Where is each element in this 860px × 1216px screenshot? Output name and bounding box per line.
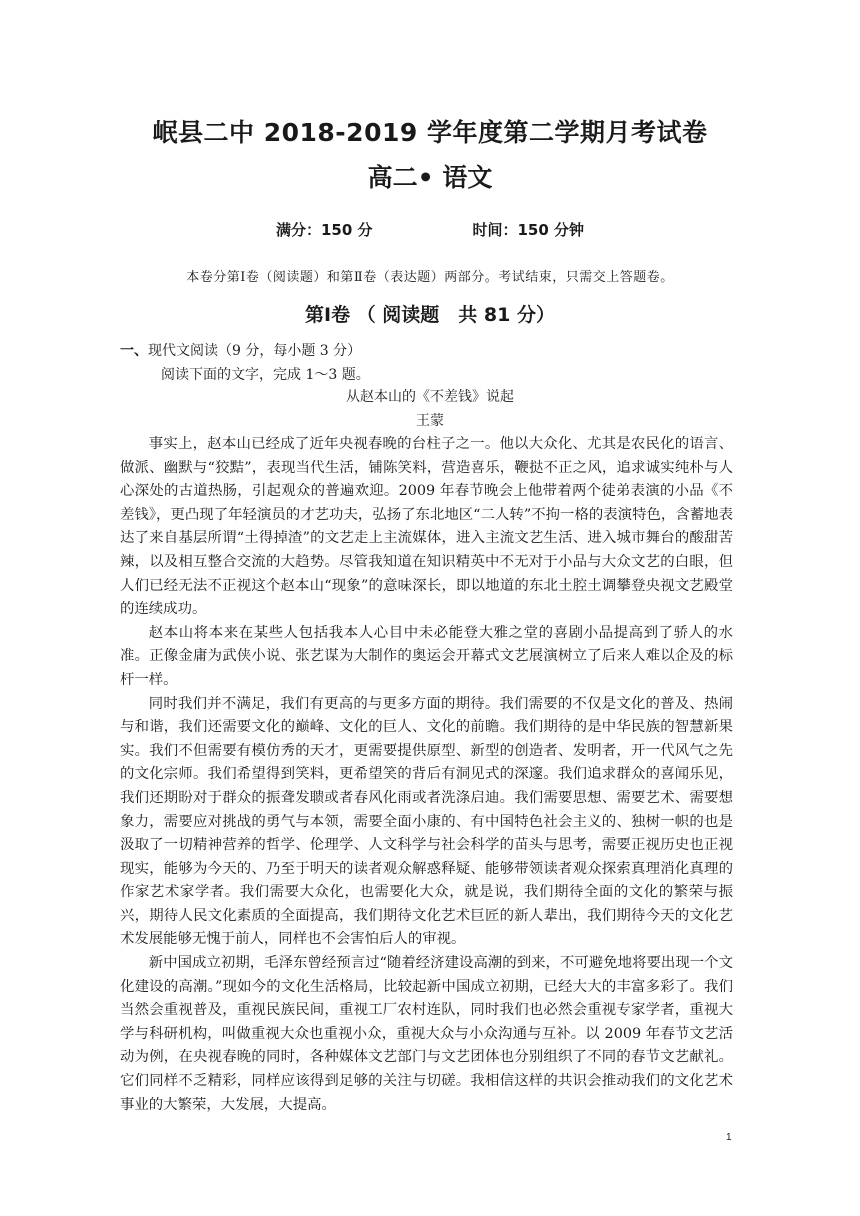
exam-title: 岷县二中 2018-2019 学年度第二学期月考试卷 <box>152 118 708 147</box>
article-body <box>120 433 733 1117</box>
exam-notice: 本卷分第Ⅰ卷（阅读题）和第Ⅱ卷（表达题）两部分。考试结束，只需交上答题卷。 <box>186 270 674 285</box>
full-score: 满分：150 分 <box>275 221 373 239</box>
section1-heading <box>120 340 361 360</box>
article-paragraph: 赵本山将本来在某些人包括我本人心目中未必能登大雅之堂的喜剧小品提高到了骄人的水准。正像金庸为武侠小说、张艺谋为大制作的奥运会开幕式文艺展演树立了后来人难以企及的标杆一样。 <box>120 624 733 688</box>
section1-number: 一、 <box>120 343 148 359</box>
article-paragraph: 事实上，赵本山已经成了近年央视春晚的台柱子之一。他以大众化、尤其是农民化的语言、做派、幽默与“狡黠”，表现当代生活，铺陈笑料，营造喜乐，鞭挞不正之风，追求诚实纯朴与人心深处的古道热肠，引起观众的普遍欢迎。2009 年春节晚会上他带着两个徒弟表演的小品《不差钱》，更凸现了年轻演员的才艺功夫，弘扬了东北地区“二人转”不拘一格的表演特色，含蓄地表达了来自基层所谓“土得掉渣”的文艺走上主流媒体，进入主流文艺生活、进入城市舞台的酸甜苦辣，以及相互整合交流的大趋势。尽管我知道在知识精英中不无对于小品与大众文艺的白眼，但人们已经无法不正视这个赵本山“现象”的意味深长，即以地道的东北土腔土调攀登央视文艺殿堂的连续成功。 <box>120 436 733 618</box>
page-number: 1 <box>726 1132 732 1143</box>
article-author: 王蒙 <box>416 413 444 429</box>
section1-instruction: 阅读下面的文字，完成 1～3 题。 <box>161 367 370 383</box>
article-paragraph: 同时我们并不满足，我们有更高的与更多方面的期待。我们需要的不仅是文化的普及、热闹与和谐，我们还需要文化的巅峰、文化的巨人、文化的前瞻。我们期待的是中华民族的智慧新果实。我们不但需要有模仿秀的天才，更需要提供原型、新型的创造者、发明者，开一代风气之先的文化宗师。我们希望得到笑料，更希望笑的背后有洞见式的深邃。我们追求群众的喜闻乐见，我们还期盼对于群众的振聋发聩或者春风化雨或者洗涤启迪。我们需要思想、需要艺术、需要想象力，需要应对挑战的勇气与本领，需要全面小康的、有中国特色社会主义的、独树一帜的也是汲取了一切精神营养的哲学、伦理学、人文科学与社会科学的苗头与思考，需要正视历史也正视现实，能够为今天的、乃至于明天的读者观众解惑释疑、能够带领读者观众探索真理消化真理的作家艺术家学者。我们需要大众化，也需要化大众，就是说，我们期待全面的文化的繁荣与振兴，期待人民文化素质的全面提高，我们期待文化艺术巨匠的新人辈出，我们期待今天的文化艺术发展能够无愧于前人，同样也不会害怕后人的审视。 <box>120 695 733 948</box>
exam-subtitle: 高二• 语文 <box>367 163 493 192</box>
section1-heading-text: 现代文阅读（9 分，每小题 3 分） <box>148 343 362 359</box>
article-title: 从赵本山的《不差钱》说起 <box>346 389 514 405</box>
part1-title: 第Ⅰ卷 （ 阅读题 共 81 分） <box>305 304 555 326</box>
exam-meta <box>0 219 860 240</box>
time-limit: 时间：150 分钟 <box>472 221 585 239</box>
article-paragraph: 新中国成立初期，毛泽东曾经预言过“随着经济建设高潮的到来，不可避免地将要出现一个文化建设的高潮。”现如今的文化生活格局，比较起新中国成立初期，已经大大的丰富多彩了。我们当然会重视普及，重视民族民间，重视工厂农村连队，同时我们也必然会重视专家学者，重视大学与科研机构，叫做重视大众也重视小众，重视大众与小众沟通与互补。以 2009 年春节文艺活动为例，在央视春晚的同时，各种媒体文艺部门与文艺团体也分别组织了不同的春节文艺献礼。它们同样不乏精彩，同样应该得到足够的关注与切磋。我相信这样的共识会推动我们的文化艺术事业的大繁荣，大发展，大提高。 <box>120 955 733 1113</box>
